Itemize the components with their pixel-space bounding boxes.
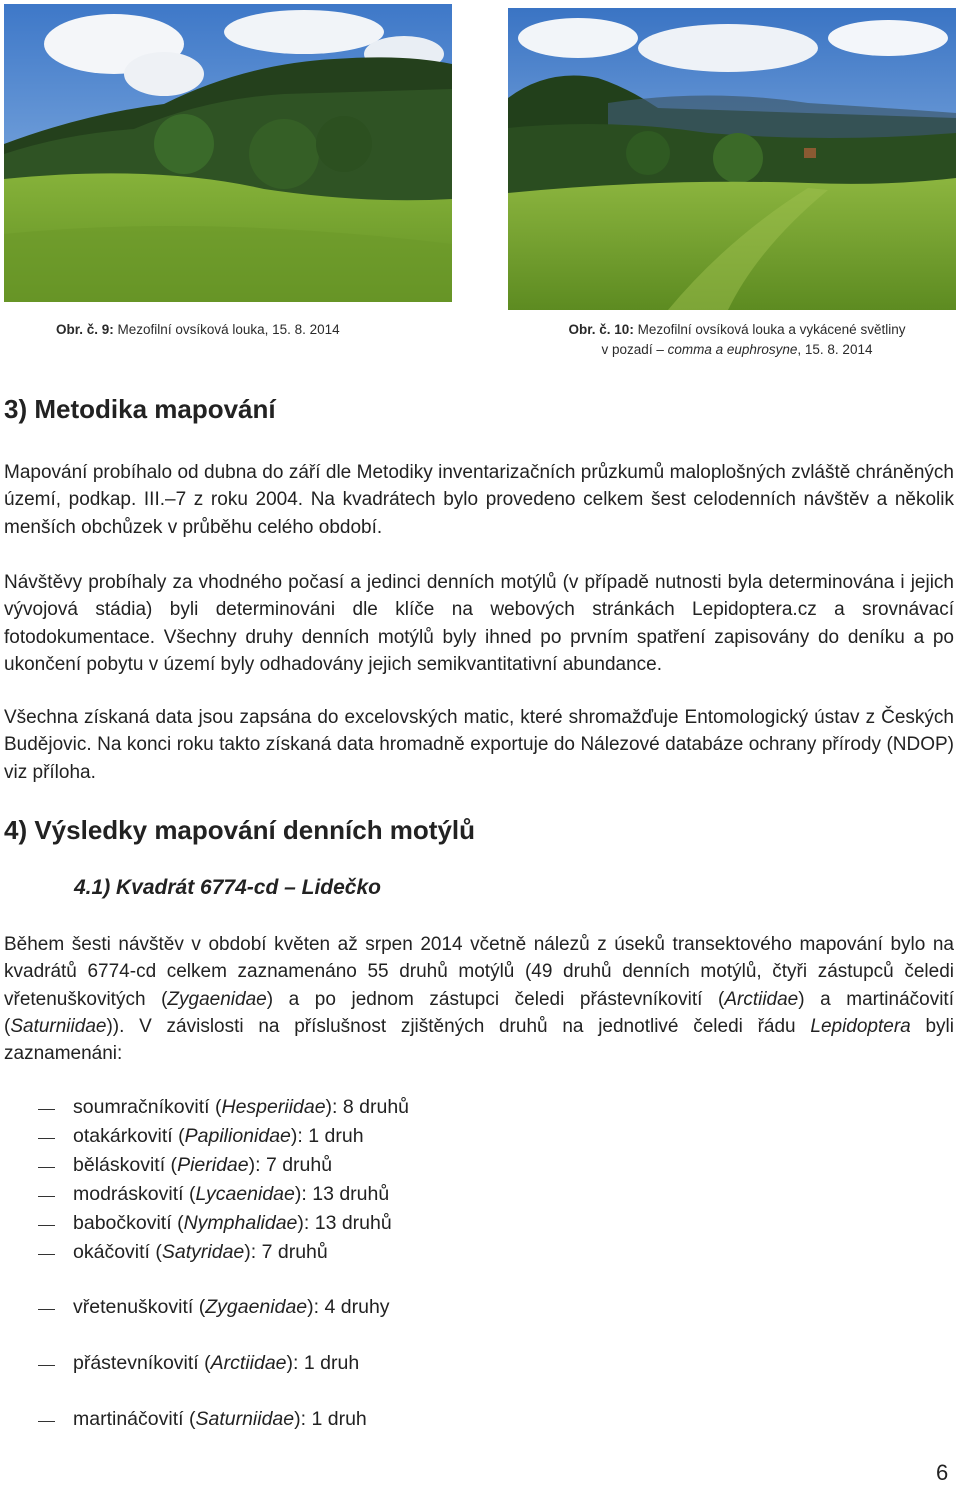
family-name: otakárkovití (73, 1125, 173, 1147)
methodology-paragraph-3: Všechna získaná data jsou zapsána do excelovských matic, které shromažďuje Entomologický ústav z Českých Budějovic. Na konci roku takto získaná data hromadně exportuje do Nálezové databáze ochrany přírody (NDOP) viz příloha. (4, 707, 954, 783)
family-name: přástevníkovití (73, 1352, 199, 1374)
results-text-i: byli zaznamenáni: (4, 1015, 954, 1065)
methodology-paragraph-1: Mapování probíhalo od dubna do září dle Metodiky inventarizačních průzkumů maloplošných zvláště chráněných území, podkap. III.–7 z roku 2004. Na kvadrátech bylo provedeno celkem šest celodenních návštěv a několik menších obchůzek v průběhu celého období. (4, 462, 954, 538)
results-text-a: Během šesti návštěv v období květen až srpen 2014 včetně nálezů z úseků transektového mapování bylo na kvadrátů 6774-cd celkem zaznamenáno 55 druhů motýlů (49 druhů denních motýlů, čtyři zástupců čeledi vřetenuškovitých ( (4, 934, 954, 1010)
family-entry-text: přástevníkovití (Arctiidae): 1 druh (73, 1352, 360, 1374)
family-latin-name: Zygaenidae (205, 1296, 308, 1318)
family-name: modráskovití (73, 1183, 184, 1205)
family-species-count: 8 druhů (342, 1096, 410, 1118)
family-entry-text: otakárkovití (Papilionidae): 1 druh (73, 1125, 364, 1147)
family-latin-name: Nymphalidae (183, 1212, 298, 1234)
family-species-count: 13 druhů (314, 1212, 392, 1234)
dash-bullet-icon (38, 1365, 55, 1366)
family-species-count: 1 druh (303, 1352, 360, 1374)
results-text-h: Lepidoptera (810, 1015, 911, 1037)
family-latin-name: Hesperiidae (221, 1096, 326, 1118)
results-text-b: Zygaenidae (167, 988, 267, 1010)
dash-bullet-icon (38, 1309, 55, 1310)
figure-10-caption (537, 320, 937, 360)
family-species-count: 4 druhy (324, 1296, 390, 1318)
section-3-heading: 3) Metodika mapování (4, 394, 276, 424)
family-latin-name: Papilionidae (184, 1125, 291, 1147)
family-latin-name: Pieridae (177, 1154, 249, 1176)
family-latin-name: Lycaenidae (195, 1183, 295, 1205)
section-4-heading: 4) Výsledky mapování denních motýlů (4, 815, 476, 845)
methodology-paragraph-2: Návštěvy probíhaly za vhodného počasí a jedinci denních motýlů (v případě nutnosti byla determinována i jejich vývojová stádia) byli determinováni dle klíče na webových stránkách Lepidoptera.cz a srovnávací fotodokumentace. Všechny druhy denních motýlů byly ihned po prvním spatření zapisovány do deníku a po ukončení pobytu v území byly odhadovány jejich semikvantitativní abundance. (4, 572, 954, 675)
family-species-count: 7 druhů (265, 1154, 333, 1176)
family-latin-name: Satyridae (161, 1241, 245, 1263)
dash-bullet-icon (38, 1225, 55, 1226)
figure-10-text-prefix: v pozadí – (601, 342, 668, 357)
family-species-count: 7 druhů (261, 1241, 328, 1263)
meadow-photo-fig9 (4, 4, 452, 302)
family-entry-text: martináčovití (Saturniidae): 1 druh (73, 1408, 367, 1430)
figure-9-text: Mezofilní ovsíková louka, 15. 8. 2014 (117, 322, 340, 337)
subsection-4-1-heading: 4.1) Kvadrát 6774-cd – Lidečko (74, 876, 381, 899)
family-entry-text: vřetenuškovití (Zygaenidae): 4 druhy (73, 1296, 390, 1318)
dash-bullet-icon (38, 1254, 55, 1255)
family-name: soumračníkovití (73, 1096, 210, 1118)
figure-10-text-italic: comma a euphrosyne (667, 342, 798, 357)
family-name: vřetenuškovití (73, 1296, 194, 1318)
results-text-d: Arctiidae (724, 988, 799, 1010)
family-entry-text: modráskovití (Lycaenidae): 13 druhů (73, 1183, 390, 1205)
family-entry-text: okáčovití (Satyridae): 7 druhů (73, 1241, 328, 1263)
family-name: okáčovití (73, 1241, 150, 1263)
dash-bullet-icon (38, 1421, 55, 1422)
family-species-count: 1 druh (308, 1125, 364, 1147)
figure-10-text-line1: Mezofilní ovsíková louka a vykácené světliny (637, 322, 906, 337)
family-entry-text: běláskovití (Pieridae): 7 druhů (73, 1154, 333, 1176)
figure-10-label: Obr. č. 10: (568, 322, 634, 337)
results-text-e: ) a martináčovití ( (4, 988, 954, 1037)
dash-bullet-icon (38, 1138, 55, 1139)
dash-bullet-icon (38, 1167, 55, 1168)
figure-9-label: Obr. č. 9: (56, 322, 114, 337)
results-text-g: )). V závislosti na příslušnost zjištěných druhů na jednotlivé čeledi řádu (106, 1015, 811, 1037)
results-text-f: Saturniidae (10, 1015, 107, 1037)
family-species-count: 1 druh (311, 1408, 367, 1430)
family-entry-text: soumračníkovití (Hesperiidae): 8 druhů (73, 1096, 410, 1118)
family-latin-name: Saturniidae (195, 1408, 295, 1430)
family-latin-name: Arctiidae (210, 1352, 287, 1374)
figure-9-caption (56, 320, 340, 340)
family-entry-text: babočkovití (Nymphalidae): 13 druhů (73, 1212, 392, 1234)
dash-bullet-icon (38, 1196, 55, 1197)
results-paragraph (4, 931, 954, 1067)
family-name: běláskovití (73, 1154, 166, 1176)
meadow-clearing-photo-fig10 (508, 8, 956, 310)
page-number: 6 (936, 1460, 949, 1485)
family-name: martináčovití (73, 1408, 184, 1430)
family-species-count: 13 druhů (312, 1183, 390, 1205)
dash-bullet-icon (38, 1109, 55, 1110)
family-name: babočkovití (73, 1212, 172, 1234)
figure-10-text-suffix: , 15. 8. 2014 (797, 342, 873, 357)
results-text-c: ) a po jednom zástupci čeledi přástevníkovití ( (266, 988, 725, 1010)
